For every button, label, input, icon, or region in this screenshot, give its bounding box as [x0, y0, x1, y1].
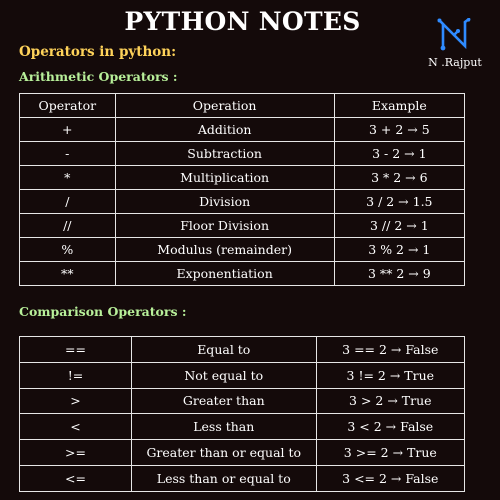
operator-cell: / [20, 190, 116, 214]
section-heading: Operators in python: [19, 44, 177, 60]
operator-cell: % [20, 238, 116, 262]
operation-cell: Exponentiation [115, 262, 334, 286]
operator-cell: // [20, 214, 116, 238]
operator-cell: >= [20, 440, 132, 466]
example-cell: 3 + 2 → 5 [334, 118, 464, 142]
operator-cell: * [20, 166, 116, 190]
example-cell: 3 == 2 → False [316, 337, 464, 363]
example-cell: 3 // 2 → 1 [334, 214, 464, 238]
example-cell: 3 < 2 → False [316, 414, 464, 440]
column-header: Operator [20, 94, 116, 118]
operator-cell: == [20, 337, 132, 363]
operation-cell: Less than or equal to [131, 465, 316, 491]
comparison-heading: Comparison Operators : [19, 304, 187, 319]
table-row [20, 262, 465, 286]
operation-cell: Multiplication [115, 166, 334, 190]
operation-cell: Equal to [131, 337, 316, 363]
operation-cell: Addition [115, 118, 334, 142]
table-row [20, 388, 465, 414]
table-row [20, 238, 465, 262]
table-row [20, 118, 465, 142]
table-header-row [20, 94, 465, 118]
column-header: Operation [115, 94, 334, 118]
example-cell: 3 >= 2 → True [316, 440, 464, 466]
example-cell: 3 != 2 → True [316, 362, 464, 388]
arithmetic-heading: Arithmetic Operators : [19, 69, 178, 84]
table-row [20, 414, 465, 440]
operator-cell: > [20, 388, 132, 414]
example-cell: 3 / 2 → 1.5 [334, 190, 464, 214]
n-circuit-logo-icon [437, 18, 471, 52]
page-title: PYTHON NOTES [124, 7, 361, 36]
operation-cell: Floor Division [115, 214, 334, 238]
operator-cell: != [20, 362, 132, 388]
example-cell: 3 - 2 → 1 [334, 142, 464, 166]
table-row [20, 214, 465, 238]
operator-cell: ** [20, 262, 116, 286]
example-cell: 3 > 2 → True [316, 388, 464, 414]
table-row [20, 337, 465, 363]
operation-cell: Greater than or equal to [131, 440, 316, 466]
operation-cell: Division [115, 190, 334, 214]
column-header: Example [334, 94, 464, 118]
table-row [20, 190, 465, 214]
operation-cell: Not equal to [131, 362, 316, 388]
table-row [20, 362, 465, 388]
operation-cell: Greater than [131, 388, 316, 414]
operator-cell: - [20, 142, 116, 166]
example-cell: 3 * 2 → 6 [334, 166, 464, 190]
table-row [20, 142, 465, 166]
author-name: N .Rajput [428, 56, 482, 69]
operation-cell: Less than [131, 414, 316, 440]
table-row [20, 166, 465, 190]
table-row [20, 465, 465, 491]
operator-cell: + [20, 118, 116, 142]
operation-cell: Modulus (remainder) [115, 238, 334, 262]
arithmetic-table [19, 93, 465, 286]
operator-cell: < [20, 414, 132, 440]
comparison-table [19, 336, 465, 492]
example-cell: 3 <= 2 → False [316, 465, 464, 491]
operator-cell: <= [20, 465, 132, 491]
table-row [20, 440, 465, 466]
operation-cell: Subtraction [115, 142, 334, 166]
example-cell: 3 % 2 → 1 [334, 238, 464, 262]
example-cell: 3 ** 2 → 9 [334, 262, 464, 286]
